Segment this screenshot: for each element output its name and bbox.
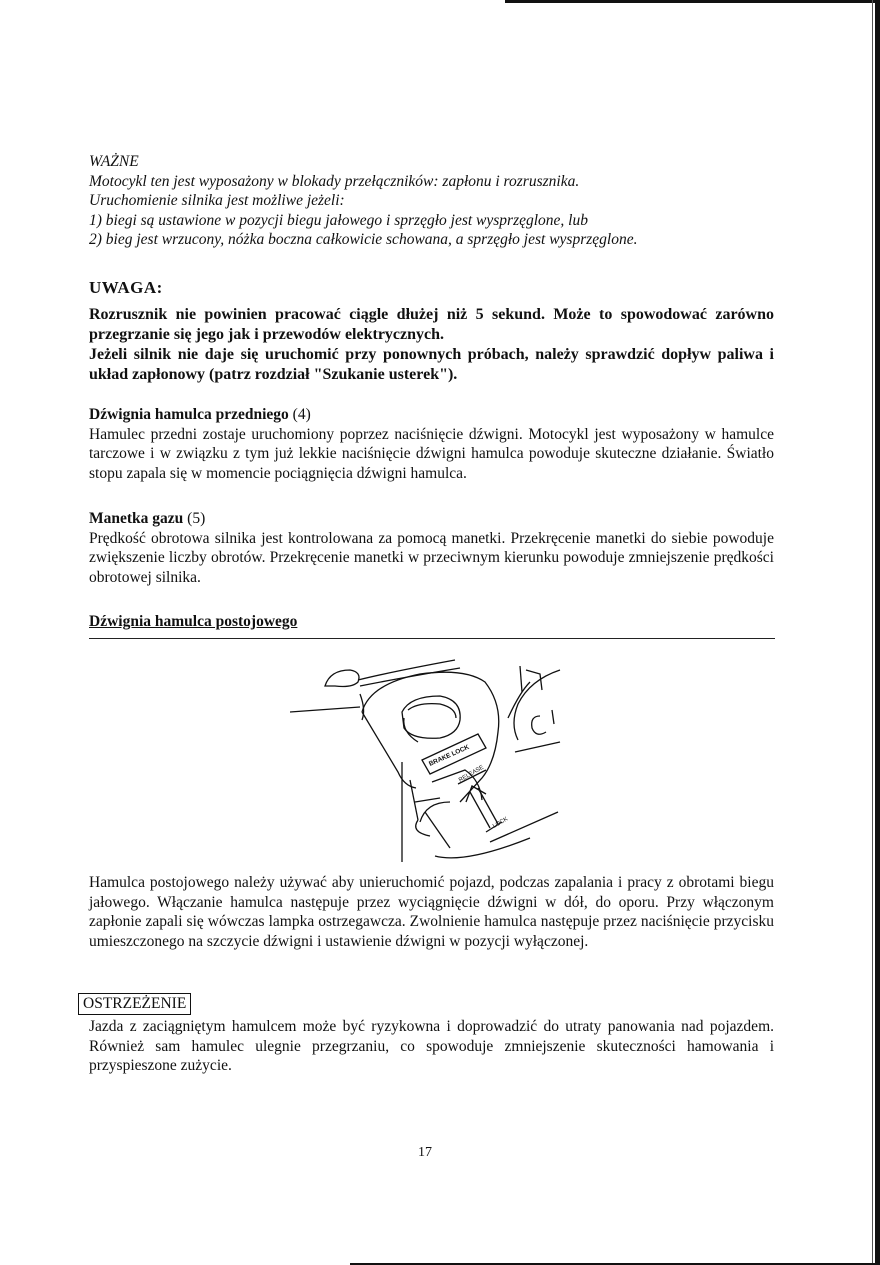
front-brake-heading: Dźwignia hamulca przedniego xyxy=(89,406,289,423)
front-brake-section xyxy=(89,405,774,483)
parking-brake-body xyxy=(89,873,774,951)
section-rule xyxy=(89,638,775,639)
warning-title: OSTRZEŻENIE xyxy=(78,993,191,1015)
front-brake-text: Hamulec przedni zostaje uruchomiony poprzez naciśnięcie dźwigni. Motocykl jest wyposażony w hamulce tarczowe i w związku z tym już lekkie naciśnięcie dźwigni hamulca powoduje skuteczne działanie. Światło stopu zapala się w momencie pociągnięcia dźwigni hamulca. xyxy=(89,425,774,482)
important-title: WAŻNE xyxy=(89,153,139,170)
scan-edge-top xyxy=(505,0,880,3)
throttle-heading: Manetka gazu xyxy=(89,510,184,527)
scan-edge-right xyxy=(875,0,880,1265)
page-number: 17 xyxy=(418,1145,432,1160)
important-line-3: 1) biegi są ustawione w pozycji biegu jałowego i sprzęgło jest wysprzęglone, lub xyxy=(89,211,588,229)
caution-body xyxy=(89,305,774,385)
parking-brake-text: Hamulca postojowego należy używać aby unieruchomić pojazd, podczas zapalania i pracy z obrotami biegu jałowego. Włączanie hamulca następuje przez wyciągnięcie dźwigni w dół, do oporu. Przy włączonym zapłonie zapali się wówczas lampka ostrzegawcza. Zwolnienie hamulca następuje przez naciśnięcie przycisku umieszczonego na szczycie dźwigni i ustawienie dźwigni w pozycji wyłączonej. xyxy=(89,874,774,950)
warning-title-row xyxy=(78,993,763,1015)
important-line-2: Uruchomienie silnika jest możliwe jeżeli: xyxy=(89,192,345,209)
important-line-4: 2) bieg jest wrzucony, nóżka boczna całkowicie schowana, a sprzęgło jest wysprzęglone. xyxy=(89,231,638,248)
parking-brake-heading-row xyxy=(89,612,774,632)
caution-title: UWAGA: xyxy=(89,278,163,297)
front-brake-number: (4) xyxy=(288,406,311,423)
lock-label: LOCK xyxy=(492,816,510,830)
important-note xyxy=(89,152,774,250)
warning-text: Jazda z zaciągniętym hamulcem może być ryzykowna i doprowadzić do utraty panowania nad pojazdem. Również sam hamulec ulegnie przegrzaniu, co spowoduje zmniejszenie skuteczności hamowania i przyspieszone zużycie. xyxy=(89,1018,774,1074)
parking-brake-heading: Dźwignia hamulca postojowego xyxy=(89,613,298,630)
throttle-text: Prędkość obrotowa silnika jest kontrolowana za pomocą manetki. Przekręcenie manetki do siebie powoduje zwiększenie liczby obrotów. Przekręcenie manetki w przeciwnym kierunku powoduje zmniejszenie prędkości obrotowej silnika. xyxy=(89,529,774,586)
caution-paragraph-2: Jeżeli silnik nie daje się uruchomić przy ponownych próbach, należy sprawdzić dopływ paliwa i układ zapłonowy (patrz rozdział "Szukanie usterek"). xyxy=(89,346,774,383)
scan-edge-right-inner xyxy=(872,0,873,1265)
parking-brake-figure xyxy=(290,652,580,872)
brake-lock-label: BRAKE LOCK xyxy=(427,743,471,768)
throttle-number: (5) xyxy=(183,510,206,527)
caution-paragraph-1: Rozrusznik nie powinien pracować ciągle dłużej niż 5 sekund. Może to spowodować zarówno przegrzanie się jego jak i przewodów elektrycznych. xyxy=(89,306,774,343)
important-line-1: Motocykl ten jest wyposażony w blokady przełączników: zapłonu i rozrusznika. xyxy=(89,172,580,190)
throttle-section xyxy=(89,509,774,587)
release-label: RELEASE xyxy=(458,764,485,784)
warning-body xyxy=(89,1017,774,1076)
